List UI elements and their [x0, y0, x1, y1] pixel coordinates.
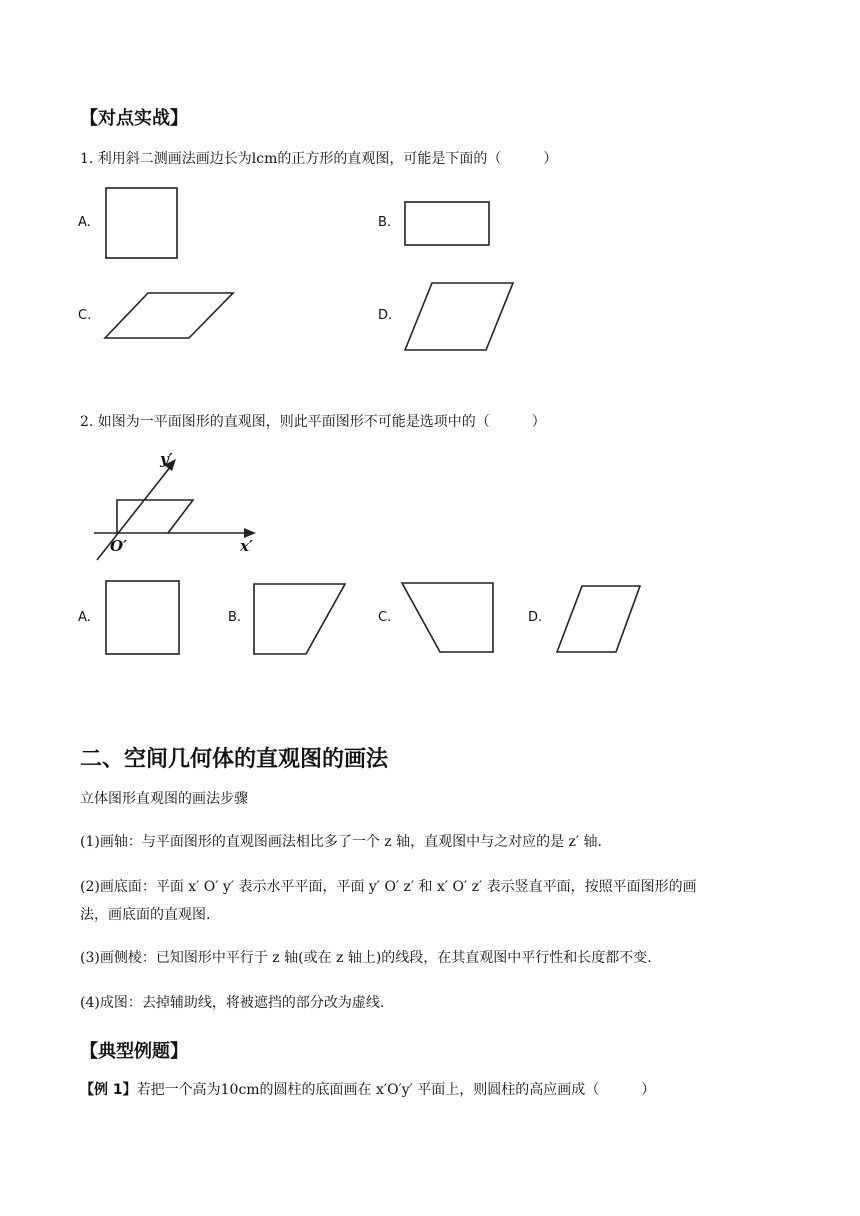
q2-option-a-label: A.: [78, 610, 91, 625]
q1-option-a-label: A.: [78, 215, 91, 230]
step-2-continued: 法，画底面的直观图.: [80, 907, 211, 923]
section-subtitle: 立体图形直观图的画法步骤: [80, 791, 248, 807]
practice-header: 【对点实战】: [80, 108, 188, 129]
step-4: (4)成图：去掉辅助线，将被遮挡的部分改为虚线.: [80, 995, 385, 1011]
q2-option-b-label: B.: [228, 610, 242, 625]
section-title: 二、空间几何体的直观图的画法: [80, 747, 389, 772]
example-1: [80, 1079, 655, 1099]
q1-option-b-label: B.: [378, 215, 392, 230]
axis-x-label: x′: [240, 537, 253, 555]
step-3: (3)画侧棱：已知图形中平行于 z 轴(或在 z 轴上)的线段，在其直观图中平行性和长度都不变.: [80, 950, 652, 966]
origin-label: O′: [110, 537, 128, 555]
axis-y-label: y′: [160, 450, 173, 468]
example-1-text: 若把一个高为10cm的圆柱的底面画在 x′O′y′ 平面上，则圆柱的高应画成（ ）: [136, 1082, 656, 1098]
example-1-label: 【例 1】: [80, 1082, 137, 1098]
q1-option-d-label: D.: [378, 308, 393, 323]
question-2-text: 2. 如图为一平面图形的直观图，则此平面图形不可能是选项中的（ ）: [80, 414, 546, 430]
step-1: (1)画轴：与平面图形的直观图画法相比多了一个 z 轴，直观图中与之对应的是 z′ 轴.: [80, 834, 603, 850]
step-2: (2)画底面：平面 x′ O′ y′ 表示水平平面，平面 y′ O′ z′ 和 x′ O′ z′ 表示竖直平面，按照平面图形的画: [80, 879, 697, 895]
q2-option-c-label: C.: [378, 610, 392, 625]
question-1-text: 1. 利用斜二测画法画边长为lcm的正方形的直观图，可能是下面的（ ）: [80, 151, 558, 167]
examples-header: 【典型例题】: [80, 1041, 188, 1062]
q1-option-c-label: C.: [78, 308, 92, 323]
q2-option-d-label: D.: [528, 610, 543, 625]
